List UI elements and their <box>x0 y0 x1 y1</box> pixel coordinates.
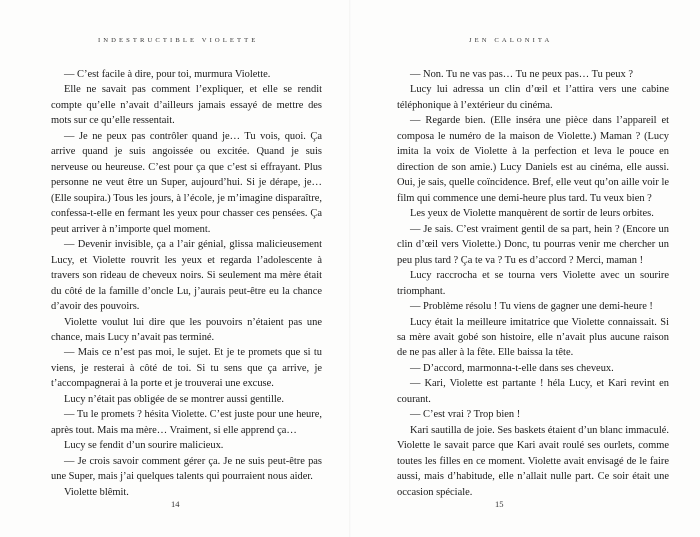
left-page-body <box>51 67 322 500</box>
page-number-right: 15 <box>495 499 504 509</box>
paragraph: Violette blêmit. <box>64 486 129 498</box>
page-number-left: 14 <box>171 499 180 509</box>
running-head-right: JEN CALONITA <box>469 37 553 44</box>
paragraph: Lucy était la meilleure imitatrice que Violette connaissait. Si sa mère avait gobé son histoire, elle n’avait plus aucune raison de ne pas aller à la fête. Elle baissa la tête. <box>397 316 669 359</box>
right-page-body <box>397 67 669 500</box>
paragraph: Lucy raccrocha et se tourna vers Violette avec un sourire triomphant. <box>397 270 669 297</box>
paragraph: — Regarde bien. (Elle inséra une pièce dans l’appareil et composa le numéro de la maison de Violette.) Maman ? (Lucy imita la voix de Violette à la perfection et leva le pouce en direction de son amie.) Lucy Daniels est au cinéma, elle aussi. Oui, je sais, quelle coïncidence. Bref, elle veut qu’on aille voir le film qui commence une demi-heure plus tard. Tu veux bien ? <box>397 115 669 204</box>
paragraph: Kari sautilla de joie. Ses baskets étaient d’un blanc immaculé. Violette le savait parce que Kari avait roulé ses ourlets, comme toutes les filles en ce moment. Violette avait envisagé de le faire aussi, mais d’habitude, elle n’allait nulle part. Ce soir était une occasion spéciale. <box>397 424 669 498</box>
paragraph: — Je ne peux pas contrôler quand je… Tu vois, quoi. Ça arrive quand je suis angoissée ou excitée. Quand je suis nerveuse ou heureuse. C’est pour ça que c’est si effrayant. Plus personne ne veut être un Super, aujourd’hui. Si je dérape, je… (Elle soupira.) Tous les jours, à l’école, je m’imagine disparaître, confessa-t-elle en fermant les yeux pour chasser ces pensées. Ça peut arriver à n’importe quel moment. <box>51 130 322 235</box>
paragraph: Les yeux de Violette manquèrent de sortir de leurs orbites. <box>410 208 654 220</box>
paragraph: — Devenir invisible, ça a l’air génial, glissa malicieusement Lucy, et Violette rouvrit les yeux et regarda l’adolescente à travers son rideau de cheveux noirs. Si seulement ma mère était du côté de la famille d’oncle Lu, j’aurais peut-être eu la chance d’avoir des pouvoirs. <box>51 239 322 313</box>
paragraph: — C’est vrai ? Trop bien ! <box>410 409 521 421</box>
paragraph: — C’est facile à dire, pour toi, murmura Violette. <box>64 69 271 80</box>
paragraph: — Mais ce n’est pas moi, le sujet. Et je te promets que si tu viens, je resterai à côté de toi. Si tu sens que ça arrive, je t’accompagnerai à la porte et je trouverai une excuse. <box>51 347 322 390</box>
paragraph: Lucy se fendit d’un sourire malicieux. <box>64 440 224 452</box>
paragraph: — Je sais. C’est vraiment gentil de sa part, hein ? (Encore un clin d’œil vers Violette.) Donc, tu pourras venir me chercher un peu plus tard ? Ça te va ? Tu es d’accord ? Merci, maman ! <box>397 223 669 266</box>
paragraph: — D’accord, marmonna-t-elle dans ses cheveux. <box>410 362 614 374</box>
paragraph: Elle ne savait pas comment l’expliquer, et elle se rendit compte qu’elle n’avait d’ailleurs jamais essayé de mettre des mots sur ce qu’elle ressentait. <box>51 84 322 127</box>
paragraph: — Kari, Violette est partante ! héla Lucy, et Kari revint en courant. <box>397 378 669 405</box>
paragraph: Violette voulut lui dire que les pouvoirs n’étaient pas une chance, mais Lucy n’avait pas terminé. <box>51 316 322 343</box>
paragraph: Lucy lui adressa un clin d’œil et l’attira vers une cabine téléphonique à l’extérieur du cinéma. <box>397 84 669 111</box>
paragraph: — Problème résolu ! Tu viens de gagner une demi-heure ! <box>410 301 653 313</box>
paragraph: — Non. Tu ne vas pas… Tu ne peux pas… Tu peux ? <box>410 69 633 80</box>
paragraph: Lucy n’était pas obligée de se montrer aussi gentille. <box>64 393 284 405</box>
right-page <box>350 0 700 537</box>
running-head-left: INDESTRUCTIBLE VIOLETTE <box>98 37 259 44</box>
paragraph: — Je crois savoir comment gérer ça. Je ne suis peut-être pas une Super, mais j’ai quelques talents qui pourraient nous aider. <box>51 455 322 483</box>
paragraph: — Tu le promets ? hésita Violette. C’est juste pour une heure, après tout. Mais ma mère… Vraiment, si elle apprend ça… <box>51 409 322 436</box>
